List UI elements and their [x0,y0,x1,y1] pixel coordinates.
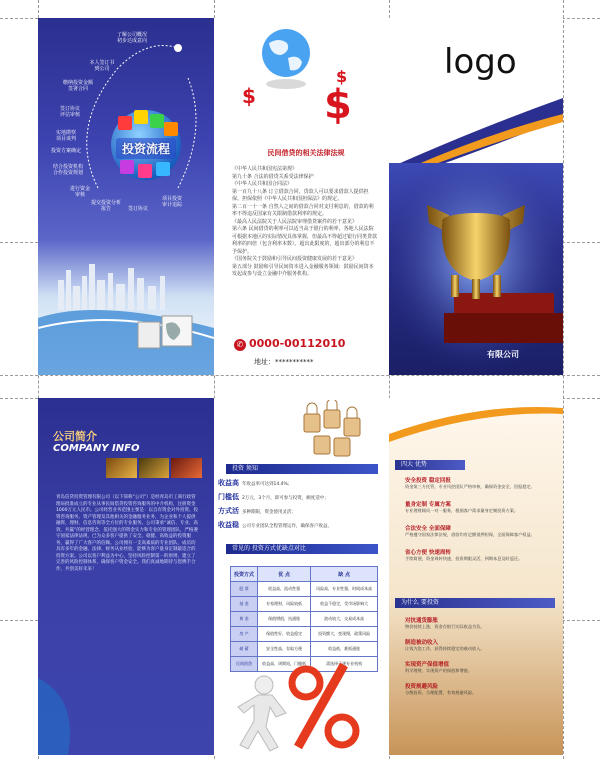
table-header: 缺 点 [311,567,378,582]
company-name: 有限公司 [487,350,519,359]
table-row [231,597,378,612]
fold-guide [563,0,564,759]
svg-text:$: $ [336,67,348,86]
biz-text: 年收益率可达到14.4%； [242,482,293,487]
table-cell: 收益不稳定，受市场影响大 [311,597,378,612]
intro-title-cn: 公司简介 [53,430,97,443]
biz-key: 收益高 [218,479,239,487]
table-cell: 黄 金 [231,612,258,627]
table-row [231,627,378,642]
table-cell: 收益高，周期短，门槛低 [258,657,311,672]
intro-body: 青岛信贷投资管理有限公司（以下简称“公司”）是经青岛市工商行政管理局批准成立的专业从事民间借贷投资咨询服务的中介机构，注册资金1000万元人民币。公司经营业务范围主要是：以自有资金对外投资、投资咨询服务、资产管理及其他相关的金融服务业务，为企业和个人提供融资、理财、信息咨询等全方位的专业服务。公司秉承“诚信、专业、高效、共赢”的经营理念，依托强大的资金实力和专业的管理团队，严格遵守国家法律法规，已为众多客户提供了安全、稳健、高收益的投资服务，赢得了广大客户的信赖。公司拥有一支高素质的专业团队，成员均具有多年的金融、法律、财务从业经验，能够为客户量身定制最适合的投资方案。公司以客户利益为中心，坚持风险控制第一的原则，建立了完善的风险控制体系，确保客户资金安全。我们真诚地期待与您携手合作，共创美好未来！ [56,495,198,572]
flow-step: 项目投资 审计追踪 [161,196,182,208]
advantage-heading: 安全投资 稳定回报 [405,478,451,484]
panel-investment-flow [38,18,214,375]
cube-icon [150,114,164,128]
reason-body: 分散投资，合理配置，有效规避风险。 [405,690,477,695]
table-cell: 风险高，专业性强，时间成本高 [311,582,378,597]
biz-row [218,480,386,488]
table-header: 投资方式 [231,567,258,582]
flow-step: 结合投资机构 合作投资规划 [52,164,83,176]
law-paragraph: 《中华人民共和国宪法第规》 [232,166,298,172]
advantage-heading: 合法安全 全面保障 [405,526,451,532]
svg-text:$: $ [324,82,352,128]
reason-item [405,616,555,630]
logo: logo [444,42,517,82]
table-cell: 储 蓄 [231,642,258,657]
law-paragraph: 《最高人民法院关于人民法院审理借贷案件的若干意见》 [232,218,358,225]
cube-icon [138,164,152,178]
biz-text: 多种期限，资金使用灵活； [242,510,296,515]
advantage-body: 资金第三方托管，专业风控团队严格审核，确保资金安全、回报稳定。 [405,484,535,489]
flow-title: 投资流程 [116,138,176,159]
reason-heading: 投资规避风险 [405,684,439,690]
table-row [231,612,378,627]
table-cell: 保值性好，收益稳定 [258,627,311,642]
person-percent-icon [214,655,389,755]
section-bar: 常见的 投资方式优缺点对比 [226,544,378,554]
panel-cover [389,18,563,375]
law-paragraph: 《中华人民共和国合同法》 [232,181,293,187]
padlocks-icon [284,400,389,460]
flow-step: 实地勘察 项目谈判 [55,130,76,142]
advantage-item [405,524,555,538]
law-title: 民间借贷的相关法律法规 [267,149,345,157]
flow-step: 提交投资分析 报告 [90,200,121,212]
law-paragraph: 《国务院关于鼓励和引导民间投资健康发展的若干意见》 [232,256,358,262]
advantage-heading: 量身定制 专属方案 [405,502,451,508]
panel-business [214,398,389,755]
biz-row [218,522,386,530]
flow-step: 缴纳投资金额 签署合同 [62,80,93,92]
reason-body: 物价持续上涨，资金存银行实际收益为负。 [405,624,485,629]
panel-law [214,18,389,375]
flow-step: 本人签订书 到公司 [89,60,115,72]
law-paragraph: 第六条 民间借贷的利率可以适当高于银行的利率，各地人民法院可根据本地区的实际情况具体掌握，但最高不得超过银行同类贷款利率的四倍（包含利率本数）。超出此限度的，超出部分的利息不予保护。 [232,226,378,255]
swoosh-decoration [389,398,563,458]
reason-heading: 对抗通货膨胀 [405,618,439,624]
intro-decoration [38,398,214,755]
phone-icon: ✆ [234,339,246,351]
table-cell: 股 票 [231,582,258,597]
address [254,357,314,367]
advantage-body: 专业理财顾问一对一服务，根据客户需求量身定制投资方案。 [405,508,519,513]
flow-curve [178,78,196,188]
advantage-body: 严格遵守国家法律法规，借款均有足额抵押担保，全面保障客户权益。 [405,532,535,537]
panel-advantages [389,398,563,755]
reason-heading: 制造被动收入 [405,640,439,646]
flow-step: 了解公司概况 初步达成意向 [116,32,147,44]
table-cell: 安全性高，存取方便 [258,642,311,657]
biz-key: 门槛低 [218,493,239,501]
flow-step: 投资方案确定 [50,148,81,154]
intro-title-en: COMPANY INFO [53,443,140,454]
advantage-heading: 省心方便 快速周转 [405,550,451,556]
address-value: *********** [275,358,314,366]
panel-company-intro [38,398,214,755]
reason-item [405,660,555,674]
cube-icon [156,162,170,176]
law-text [232,166,377,279]
puzzle-globe-icon [138,322,160,348]
biz-text: 2万元，3个月，即可参与投资，额度适中； [242,496,329,501]
phone-number: 0000-00112010 [249,337,346,350]
biz-key: 方式活 [218,507,239,515]
advantage-item [405,548,555,562]
table-cell: 收益低，难抵通胀 [311,642,378,657]
fold-guide [0,375,600,376]
flow-step: 进行资金 审核 [69,186,90,198]
bronze-cauldron-icon [389,163,563,375]
table-cell: 民间借贷 [231,657,258,672]
table-cell: 波动较大，交易成本高 [311,612,378,627]
advantage-item [405,476,555,490]
advantage-item [405,500,555,514]
biz-row [218,494,386,502]
globe-dollar-icon [214,18,389,143]
table-row [231,582,378,597]
svg-text:$: $ [242,84,256,108]
table-cell: 投资额大，变现慢，政策风险 [311,627,378,642]
wave-decoration [38,678,70,755]
biz-row [218,508,386,516]
reason-item [405,682,555,696]
law-paragraph: 第五部分 鼓励和引导民间资本进入金融服务领域：鼓励民间资本发起或参与设立金融中介服务机构。 [232,263,374,277]
cover-background [389,163,563,375]
table-cell: 保值增值，抗通胀 [258,612,311,627]
table-cell: 专家理财，风险较低 [258,597,311,612]
law-paragraph: 第一百九十八条 订立借款合同，贷款人可以要求借款人提供担保。担保依照《中华人民共和国担保法》的规定。 [232,188,369,202]
law-paragraph: 第九十条 合法的借贷关系受法律保护 [232,173,314,180]
reason-heading: 实现资产保值增值 [405,662,450,668]
reason-item [405,638,555,652]
table-cell: 房 产 [231,627,258,642]
city-skyline-icon [58,264,165,310]
section-bar: 为什么 要投资 [395,598,555,608]
table-cell: 基 金 [231,597,258,612]
biz-text: 公司专业团队全程管理运作，确保客户收益。 [242,524,332,529]
flow-step: 签订协议 [127,206,148,212]
table-header: 优 点 [258,567,311,582]
reason-body: 科学理财，实现资产的保值和增值。 [405,668,473,673]
section-bar: 投资 须知 [226,464,378,474]
cube-icon [134,110,148,124]
law-paragraph: 第二百一十一条 自然人之间的借款合同对支付利息的，借款的利率不得违反国家有关限制借款利率的规定。 [232,203,374,217]
flow-step: 签订协议 评估审核 [59,106,80,118]
table-header-row [231,567,378,582]
reason-body: 让钱为您工作，获得持续稳定的被动收入。 [405,646,485,651]
section-bar: 四大 优势 [395,460,465,470]
table-cell: 需选择正规专业机构 [311,657,378,672]
cube-icon [120,160,134,174]
cube-icon [164,122,178,136]
table-cell: 收益高，流动性强 [258,582,311,597]
advantage-body: 手续简便，资金周转快速，投资期限灵活，到期本息及时返还。 [405,556,523,561]
cube-icon [118,116,132,130]
biz-key: 收益稳 [218,521,239,529]
address-label: 地址： [254,358,275,366]
